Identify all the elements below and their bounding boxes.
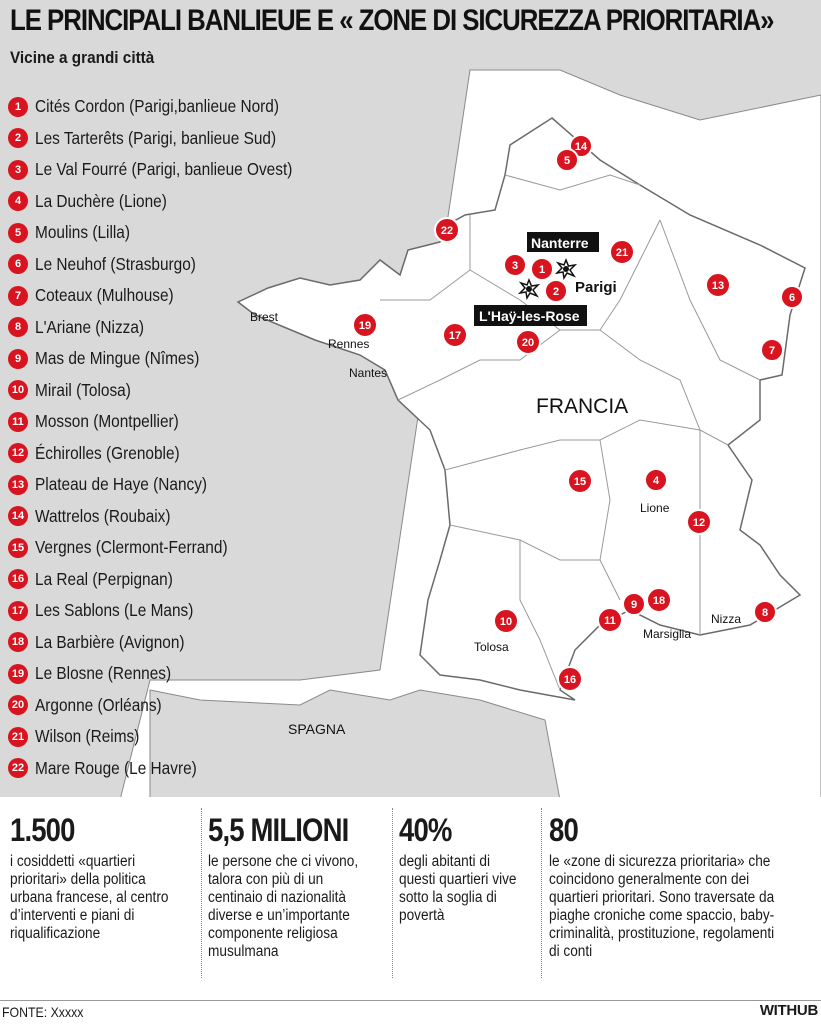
map-marker-6 xyxy=(781,286,803,308)
city-label-rennes: Rennes xyxy=(328,337,370,351)
city-label-brest: Brest xyxy=(250,310,279,324)
legend-label: Coteaux (Mulhouse) xyxy=(35,285,174,306)
legend-number-badge: 22 xyxy=(8,758,28,778)
map-marker-17 xyxy=(443,323,467,347)
legend-item xyxy=(8,532,327,564)
svg-text:17: 17 xyxy=(448,330,462,342)
stat-text: i cosiddetti «quartieri prioritari» della politica urbana francese, al centro d’interventi e piani di riqualificazione xyxy=(10,853,169,942)
svg-text:13: 13 xyxy=(711,280,725,292)
stat-block-poverta xyxy=(399,812,539,925)
legend-item xyxy=(8,501,327,533)
map-marker-21 xyxy=(610,240,634,264)
legend-number-badge: 3 xyxy=(8,160,28,180)
legend-item xyxy=(8,564,327,596)
legend-number-badge: 20 xyxy=(8,695,28,715)
city-label-lione: Lione xyxy=(640,501,670,515)
svg-text:8: 8 xyxy=(761,607,769,619)
stat-text: degli abitanti di questi quartieri vive sotto la soglia di povertà xyxy=(399,853,517,924)
legend-item xyxy=(8,406,327,438)
legend-item xyxy=(8,312,327,344)
map-marker-7 xyxy=(761,339,783,361)
map-marker-10 xyxy=(494,609,518,633)
legend-label: Wilson (Reims) xyxy=(35,726,140,747)
svg-text:9: 9 xyxy=(630,599,638,611)
legend-item xyxy=(8,375,327,407)
legend-number-badge: 17 xyxy=(8,601,28,621)
map-marker-5 xyxy=(556,149,578,171)
svg-text:7: 7 xyxy=(768,345,776,357)
legend-number-badge: 6 xyxy=(8,254,28,274)
legend-label: Mosson (Montpellier) xyxy=(35,411,179,432)
map-marker-8 xyxy=(754,601,776,623)
legend-number-badge: 7 xyxy=(8,286,28,306)
legend-number-badge: 8 xyxy=(8,317,28,337)
brand-logo: WITHUB xyxy=(759,1002,818,1019)
stat-text: le persone che ci vivono, talora con più di un centinaio di nazionalità diverse e un’importante componente religiosa musulmana xyxy=(208,853,359,960)
svg-text:6: 6 xyxy=(788,292,796,304)
city-label-tolosa: Tolosa xyxy=(474,640,509,654)
stat-divider xyxy=(392,808,393,978)
legend-label: Les Sablons (Le Mans) xyxy=(35,600,194,621)
svg-text:22: 22 xyxy=(440,225,454,237)
legend-item xyxy=(8,627,327,659)
callout-label-nanterre: Nanterre xyxy=(531,235,589,251)
source-credit: FONTE: Xxxxx xyxy=(2,1004,84,1020)
legend-label: Le Neuhof (Strasburgo) xyxy=(35,253,196,274)
svg-text:19: 19 xyxy=(358,320,372,332)
map-marker-16 xyxy=(558,667,582,691)
stat-value: 80 xyxy=(549,812,578,848)
legend-label: Vergnes (Clermont-Ferrand) xyxy=(35,537,228,558)
map-marker-15 xyxy=(568,469,592,493)
svg-text:4: 4 xyxy=(652,475,660,487)
legend-number-badge: 5 xyxy=(8,223,28,243)
legend-item xyxy=(8,186,327,218)
city-label-parigi: Parigi xyxy=(575,279,617,296)
legend-item xyxy=(8,690,327,722)
map-marker-11 xyxy=(598,608,622,632)
map-marker-4 xyxy=(645,469,667,491)
svg-text:5: 5 xyxy=(563,155,571,167)
map-marker-18 xyxy=(647,588,671,612)
country-label-francia: FRANCIA xyxy=(536,395,629,418)
legend-label: Mare Rouge (Le Havre) xyxy=(35,757,197,778)
stat-value: 1.500 xyxy=(10,812,75,848)
city-label-nantes: Nantes xyxy=(349,366,388,380)
stat-block-zone xyxy=(549,812,811,961)
legend-label: La Duchère (Lione) xyxy=(35,190,167,211)
map-marker-20 xyxy=(516,330,540,354)
legend-label: Cités Cordon (Parigi,banlieue Nord) xyxy=(35,96,279,117)
legend-item xyxy=(8,91,327,123)
city-label-marsiglia: Marsiglia xyxy=(643,627,692,641)
legend-label: L'Ariane (Nizza) xyxy=(35,316,145,337)
legend-item xyxy=(8,217,327,249)
legend-number-badge: 4 xyxy=(8,191,28,211)
svg-text:20: 20 xyxy=(521,337,535,349)
legend-number-badge: 11 xyxy=(8,412,28,432)
legend-number-badge: 10 xyxy=(8,380,28,400)
svg-text:1: 1 xyxy=(538,264,546,276)
legend-label: Wattrelos (Roubaix) xyxy=(35,505,171,526)
legend-label: Mirail (Tolosa) xyxy=(35,379,131,400)
svg-text:16: 16 xyxy=(563,674,577,686)
map-marker-3 xyxy=(504,254,526,276)
legend-item xyxy=(8,249,327,281)
map-marker-19 xyxy=(353,313,377,337)
legend-label: Le Val Fourré (Parigi, banlieue Ovest) xyxy=(35,159,293,180)
legend-label: Échirolles (Grenoble) xyxy=(35,442,180,463)
legend-item xyxy=(8,753,327,785)
legend-number-badge: 21 xyxy=(8,727,28,747)
legend-label: Les Tarterêts (Parigi, banlieue Sud) xyxy=(35,127,277,148)
stat-block-quartieri xyxy=(10,812,195,943)
legend-item xyxy=(8,595,327,627)
legend-number-badge: 12 xyxy=(8,443,28,463)
svg-text:15: 15 xyxy=(573,476,587,488)
map-marker-22 xyxy=(435,218,459,242)
map-marker-13 xyxy=(706,273,730,297)
svg-text:10: 10 xyxy=(499,616,513,628)
legend-label: Moulins (Lilla) xyxy=(35,222,130,243)
stat-divider xyxy=(541,808,542,978)
svg-text:12: 12 xyxy=(692,517,706,529)
legend-item xyxy=(8,280,327,312)
legend-item xyxy=(8,438,327,470)
legend-number-badge: 16 xyxy=(8,569,28,589)
legend-label: Plateau de Haye (Nancy) xyxy=(35,474,208,495)
legend-item xyxy=(8,343,327,375)
stat-text: le «zone di sicurezza prioritaria» che coincidono generalmente con dei quartieri prioritari. Sono traversate da piaghe croniche come spaccio, baby-criminalità, prostituzione, regolamenti di conti xyxy=(549,853,775,960)
legend-number-badge: 19 xyxy=(8,664,28,684)
legend-number-badge: 18 xyxy=(8,632,28,652)
svg-text:14: 14 xyxy=(574,141,588,153)
map-marker-12 xyxy=(687,510,711,534)
footer-divider xyxy=(0,1000,821,1001)
legend-number-badge: 13 xyxy=(8,475,28,495)
svg-text:18: 18 xyxy=(652,595,666,607)
svg-text:21: 21 xyxy=(615,247,629,259)
city-label-nizza: Nizza xyxy=(711,612,742,626)
svg-text:11: 11 xyxy=(604,615,616,627)
page-title: LE PRINCIPALI BANLIEUE E « ZONE DI SICUREZZA PRIORITARIA» xyxy=(10,4,774,37)
legend-number-badge: 1 xyxy=(8,97,28,117)
legend-number-badge: 14 xyxy=(8,506,28,526)
page-subtitle: Vicine a grandi città xyxy=(10,48,155,67)
legend-label: La Barbière (Avignon) xyxy=(35,631,185,652)
legend-item xyxy=(8,469,327,501)
legend-label: Argonne (Orléans) xyxy=(35,694,162,715)
legend-label: La Real (Perpignan) xyxy=(35,568,173,589)
legend-number-badge: 2 xyxy=(8,128,28,148)
stat-value: 5,5 MILIONI xyxy=(208,812,349,848)
legend-item xyxy=(8,721,327,753)
stat-divider xyxy=(201,808,202,978)
svg-text:3: 3 xyxy=(511,260,519,272)
stat-block-persone xyxy=(208,812,393,961)
map-marker-9 xyxy=(623,593,645,615)
legend-item xyxy=(8,658,327,690)
legend-list xyxy=(8,91,327,784)
legend-label: Le Blosne (Rennes) xyxy=(35,663,172,684)
callout-label-lhay: L'Haÿ-les-Rose xyxy=(479,308,580,324)
legend-item xyxy=(8,154,327,186)
stat-value: 40% xyxy=(399,812,452,848)
map-marker-1 xyxy=(531,258,553,280)
legend-item xyxy=(8,123,327,155)
legend-number-badge: 15 xyxy=(8,538,28,558)
svg-text:2: 2 xyxy=(552,286,560,298)
country-label-spagna: SPAGNA xyxy=(288,721,346,737)
legend-number-badge: 9 xyxy=(8,349,28,369)
map-marker-2 xyxy=(545,280,567,302)
legend-label: Mas de Mingue (Nîmes) xyxy=(35,348,200,369)
